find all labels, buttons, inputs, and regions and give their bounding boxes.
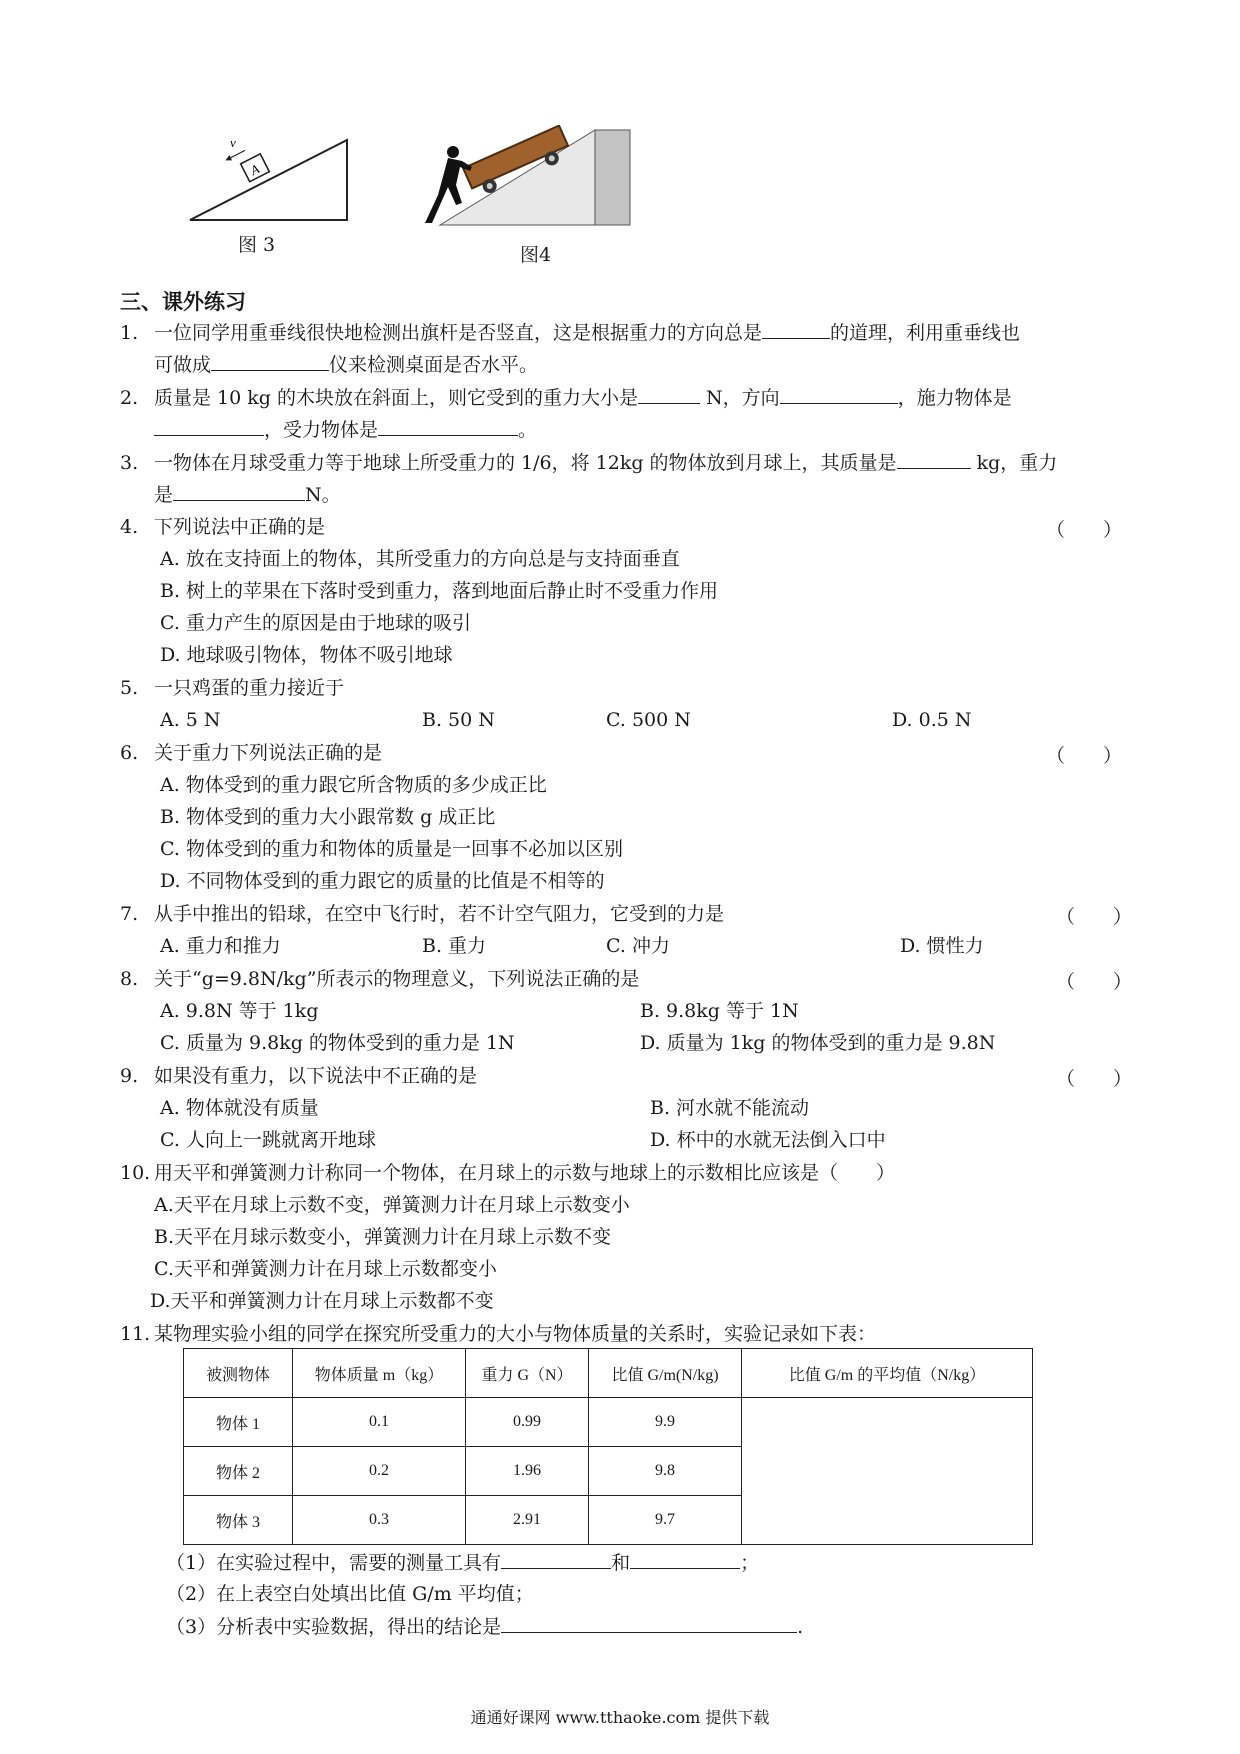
question-6: 6. 关于重力下列说法正确的是 <box>120 742 383 764</box>
blank[interactable] <box>780 385 898 404</box>
table-cell: 0.99 <box>466 1398 589 1447</box>
blank[interactable] <box>638 385 700 404</box>
blank[interactable] <box>630 1550 740 1569</box>
data-table <box>183 1348 1033 1545</box>
footer: 通通好课网 www.tthaoke.com 提供下载 <box>470 1708 770 1727</box>
table-cell: 物体 3 <box>184 1496 293 1545</box>
question-7: 7. 从手中推出的铅球，在空中飞行时，若不计空气阻力，它受到的力是 <box>120 903 725 925</box>
table-cell: 2.91 <box>466 1496 589 1545</box>
option: B. 9.8kg 等于 1N <box>640 1000 799 1022</box>
option: D. 地球吸引物体，物体不吸引地球 <box>160 644 453 666</box>
answer-paren[interactable]: （ ） <box>1056 1068 1133 1090</box>
option: D. 0.5 N <box>892 709 972 731</box>
table-cell: 0.3 <box>293 1496 466 1545</box>
question-2: 2. 质量是 10 kg 的木块放在斜面上，则它受到的重力大小是 N，方向 ，施力物体是 <box>120 387 1012 409</box>
option: D.天平和弹簧测力计在月球上示数都不变 <box>150 1290 494 1312</box>
sub-question-2: （2）在上表空白处填出比值 G/m 平均值； <box>166 1583 534 1605</box>
option: D. 不同物体受到的重力跟它的质量的比值是不相等的 <box>160 870 605 892</box>
sub-question-1: （1）在实验过程中，需要的测量工具有 和 ； <box>166 1552 760 1574</box>
blank[interactable] <box>501 1614 797 1633</box>
question-3-cont: 是 N。 <box>154 484 341 506</box>
answer-paren[interactable]: （ ） <box>1056 906 1133 928</box>
table-header: 比值 G/m 的平均值（N/kg） <box>742 1349 1033 1398</box>
blank[interactable] <box>501 1550 611 1569</box>
option: C. 人向上一跳就离开地球 <box>160 1129 376 1151</box>
option: B. 树上的苹果在下落时受到重力，落到地面后静止时不受重力作用 <box>160 580 719 602</box>
option: A. 9.8N 等于 1kg <box>160 1000 319 1022</box>
question-8: 8. 关于“g=9.8N/kg”所表示的物理意义，下列说法正确的是 <box>120 968 640 990</box>
table-header: 比值 G/m(N/kg) <box>589 1349 742 1398</box>
sub-question-3: （3）分析表中实验数据，得出的结论是 . <box>166 1616 804 1638</box>
average-cell[interactable] <box>742 1398 1033 1545</box>
section-title: 三、课外练习 <box>120 290 246 314</box>
question-5: 5. 一只鸡蛋的重力接近于 <box>120 677 345 699</box>
option: C. 质量为 9.8kg 的物体受到的重力是 1N <box>160 1032 515 1054</box>
question-4: 4. 下列说法中正确的是 <box>120 516 326 538</box>
blank[interactable] <box>378 417 518 436</box>
question-1: 1. 一位同学用重垂线很快地检测出旗杆是否竖直，这是根据重力的方向总是 的道理，利用重垂线也 <box>120 322 1021 344</box>
table-cell: 物体 2 <box>184 1447 293 1496</box>
table-cell: 9.9 <box>589 1398 742 1447</box>
answer-paren[interactable]: （ ） <box>1056 971 1133 993</box>
blank[interactable] <box>211 352 329 371</box>
option: A. 物体就没有质量 <box>160 1097 319 1119</box>
option: D. 质量为 1kg 的物体受到的重力是 9.8N <box>640 1032 996 1054</box>
blank[interactable] <box>173 482 305 501</box>
figure-3-caption: 图 3 <box>238 234 276 256</box>
option: C. 冲力 <box>606 935 670 957</box>
option: B. 物体受到的重力大小跟常数 g 成正比 <box>160 806 496 828</box>
option: C. 重力产生的原因是由于地球的吸引 <box>160 612 471 634</box>
question-11: 11. 某物理实验小组的同学在探究所受重力的大小与物体质量的关系时，实验记录如下表： <box>120 1323 877 1345</box>
table-row <box>184 1398 1033 1447</box>
table-header: 物体质量 m（kg） <box>293 1349 466 1398</box>
option: A. 放在支持面上的物体，其所受重力的方向总是与支持面垂直 <box>160 548 680 570</box>
velocity-label: v <box>230 135 236 150</box>
blank[interactable] <box>897 450 971 469</box>
option: A. 重力和推力 <box>160 935 281 957</box>
table-cell: 0.1 <box>293 1398 466 1447</box>
table-cell: 0.2 <box>293 1447 466 1496</box>
answer-paren[interactable]: （ ） <box>1046 745 1123 767</box>
option: C.天平和弹簧测力计在月球上示数都变小 <box>154 1258 497 1280</box>
option: D. 杯中的水就无法倒入口中 <box>650 1129 886 1151</box>
question-1-cont: 可做成 仪来检测桌面是否水平。 <box>154 354 539 376</box>
option: B.天平在月球示数变小，弹簧测力计在月球上示数不变 <box>154 1226 612 1248</box>
table-cell: 物体 1 <box>184 1398 293 1447</box>
option: A.天平在月球上示数不变，弹簧测力计在月球上示数变小 <box>154 1194 630 1216</box>
question-10: 10. 用天平和弹簧测力计称同一个物体，在月球上的示数与地球上的示数相比应该是（ ） <box>120 1162 896 1184</box>
option: C. 物体受到的重力和物体的质量是一回事不必加以区别 <box>160 838 623 860</box>
table-header: 被测物体 <box>184 1349 293 1398</box>
table-cell: 1.96 <box>466 1447 589 1496</box>
figure-4-cart-ramp <box>420 125 635 235</box>
blank[interactable] <box>154 417 264 436</box>
question-9: 9. 如果没有重力，以下说法中不正确的是 <box>120 1065 478 1087</box>
option: B. 重力 <box>422 935 487 957</box>
option: A. 5 N <box>160 709 221 731</box>
option: C. 500 N <box>606 709 691 731</box>
answer-paren[interactable]: （ ） <box>1046 519 1123 541</box>
option: B. 河水就不能流动 <box>650 1097 810 1119</box>
blank[interactable] <box>762 320 830 339</box>
figure-3-incline <box>185 130 355 225</box>
question-3: 3. 一物体在月球受重力等于地球上所受重力的 1/6，将 12kg 的物体放到月球上，其质量是 kg，重力 <box>120 452 1058 474</box>
table-cell: 9.7 <box>589 1496 742 1545</box>
table-cell: 9.8 <box>589 1447 742 1496</box>
option: D. 惯性力 <box>900 935 984 957</box>
figure-4-caption: 图4 <box>520 244 552 266</box>
question-2-cont: ，受力物体是 。 <box>154 417 537 442</box>
option: A. 物体受到的重力跟它所含物质的多少成正比 <box>160 774 547 796</box>
option: B. 50 N <box>422 709 495 731</box>
block-a-label: A <box>247 161 262 179</box>
table-header: 重力 G（N） <box>466 1349 589 1398</box>
